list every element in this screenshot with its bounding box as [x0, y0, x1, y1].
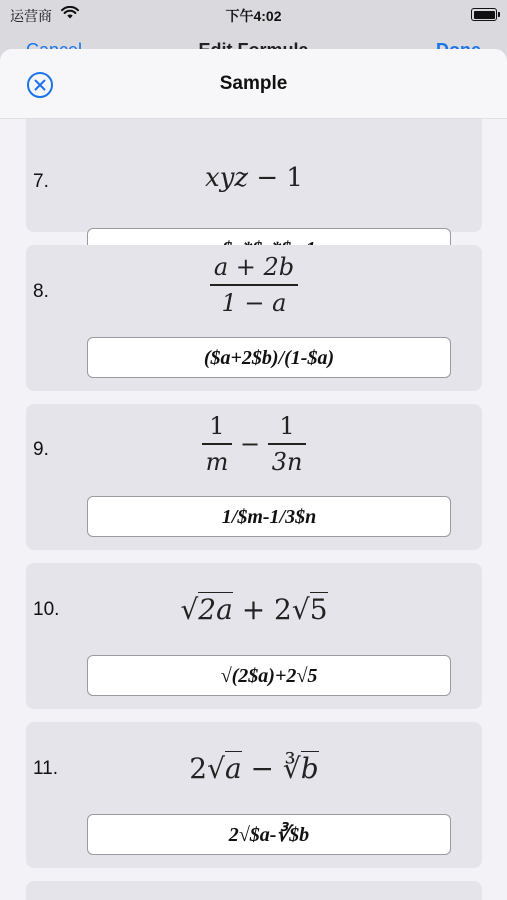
- status-time: 下午4:02: [225, 8, 282, 24]
- sample-card-9[interactable]: [26, 404, 482, 550]
- formula-preview: $\frac{1}{m}$ − $\frac{1}{3n}$: [26, 412, 482, 476]
- formula-preview: xyz − 1: [205, 163, 303, 193]
- status-bar: [0, 0, 507, 28]
- sample-sheet: [0, 49, 507, 900]
- formula-input-field[interactable]: √(2$a)+2√5: [87, 655, 451, 696]
- sheet-header: [0, 49, 507, 119]
- carrier-label: 运营商: [10, 8, 52, 24]
- formula-preview: 2√a − ∛b: [189, 752, 319, 785]
- sample-list[interactable]: [0, 49, 507, 900]
- battery-icon: [471, 8, 497, 21]
- sample-card-11[interactable]: [26, 722, 482, 868]
- sheet-title: Sample: [219, 73, 288, 94]
- formula-preview: $\frac{a + 2b}{1 - a}$: [26, 253, 482, 317]
- formula-input-field[interactable]: ($a+2$b)/(1-$a): [87, 337, 451, 378]
- sample-number: 7.: [33, 171, 49, 192]
- sample-card-10[interactable]: [26, 563, 482, 709]
- sample-number: 9.: [33, 439, 49, 460]
- formula-input-field[interactable]: 1/$m-1/3$n: [87, 496, 451, 537]
- sample-card-next[interactable]: [26, 881, 482, 900]
- formula-preview: √2a + 2√5: [180, 593, 328, 626]
- sample-card-8[interactable]: [26, 245, 482, 391]
- sample-number: 10.: [33, 599, 60, 620]
- formula-input-field[interactable]: 2√$a-∛$b: [87, 814, 451, 855]
- sample-number: 11.: [33, 758, 59, 779]
- sample-number: 8.: [33, 281, 49, 302]
